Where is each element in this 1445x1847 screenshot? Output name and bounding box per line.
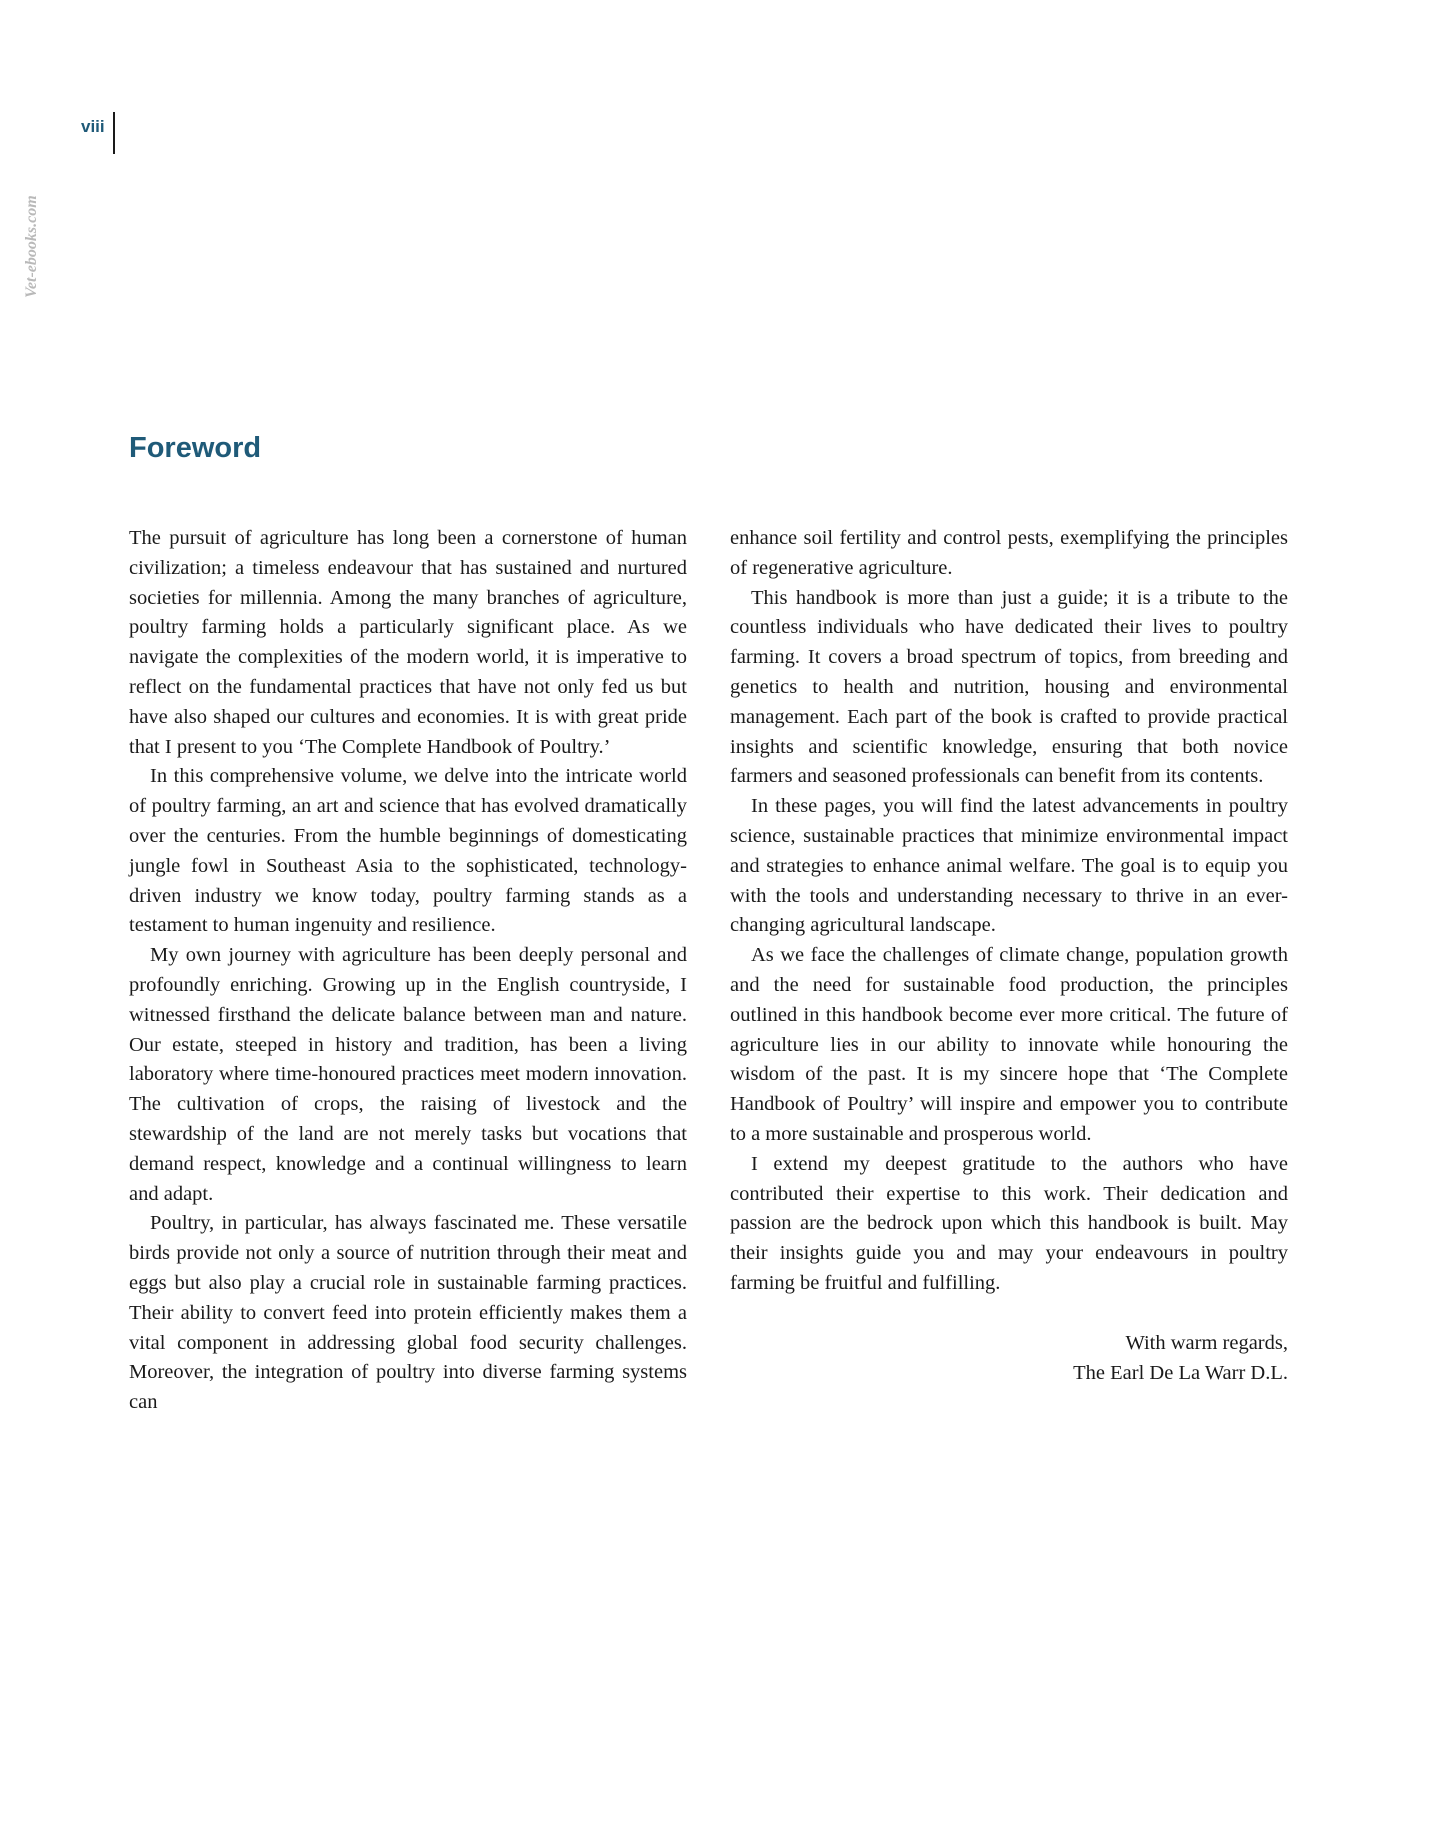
watermark-logo [14,150,48,300]
paragraph: In these pages, you will find the latest advancements in poultry science, sustainable practices that minimize environmental impact and strategies to enhance animal welfare. The goal is to equip you with the tools and understanding necessary to thrive in an ever-changing agricultural landscape. [730,795,1288,937]
paragraph: I extend my deepest gratitude to the authors who have contributed their expertise to this work. Their dedication and passion are the bedrock upon which this handbook is built. May their insights guide you and may your endeavours in poultry farming be fruitful and fulfilling. [730,1152,1288,1294]
signature-name: The Earl De La Warr D.L. [1073,1361,1288,1384]
paragraph: My own journey with agriculture has been deeply personal and profoundly enriching. Growing up in the English countryside, I witnessed firsthand the delicate balance between man and nature. Our estate, steeped in history and tradition, has been a living laboratory where time-honoured practices meet modern innovation. The cultivation of crops, the raising of livestock and the stewardship of the land are not merely tasks but vocations that demand respect, knowledge and a continual willingness to learn and adapt. [129,944,687,1205]
page-number: viii [81,117,105,136]
page-number-rule [113,112,115,154]
signature-closing: With warm regards, [1125,1331,1288,1354]
paragraph: In this comprehensive volume, we delve into the intricate world of poultry farming, an art and science that has evolved dramatically over the centuries. From the humble beginnings of domesticating jungle fowl in Southeast Asia to the sophisticated, technology-driven industry we know today, poultry farming stands as a testament to human ingenuity and resilience. [129,765,687,937]
paragraph: enhance soil fertility and control pests, exemplifying the principles of regenerative agriculture. [730,527,1288,579]
page-title: Foreword [129,432,262,464]
paragraph: The pursuit of agriculture has long been a cornerstone of human civilization; a timeless endeavour that has sustained and nurtured societies for millennia. Among the many branches of agriculture, poultry farming holds a particularly significant place. As we navigate the complexities of the modern world, it is imperative to reflect on the fundamental practices that have not only fed us but have also shaped our cultures and economies. It is with great pride that I present to you ‘The Complete Handbook of Poultry.’ [129,527,687,758]
right-column [730,524,1288,1388]
paragraph: As we face the challenges of climate change, population growth and the need for sustainable food production, the principles outlined in this handbook become ever more critical. The future of agriculture lies in our ability to innovate while honouring the wisdom of the past. It is my sincere hope that ‘The Complete Handbook of Poultry’ will inspire and empower you to contribute to a more sustainable and prosperous world. [730,944,1288,1145]
watermark-text: Vet-ebooks.com [23,195,40,298]
paragraph: Poultry, in particular, has always fascinated me. These versatile birds provide not only a source of nutrition through their meat and eggs but also play a crucial role in sustainable farming practices. Their ability to convert feed into protein efficiently makes them a vital component in addressing global food security challenges. Moreover, the integration of poultry into diverse farming systems can [129,1212,687,1414]
signature-block [730,1329,1288,1389]
left-column [129,524,687,1418]
watermark-icon [14,150,48,300]
paragraph: This handbook is more than just a guide; it is a tribute to the countless individuals who have dedicated their lives to poultry farming. It covers a broad spectrum of topics, from breeding and genetics to health and nutrition, housing and environmental management. Each part of the book is crafted to provide practical insights and scientific knowledge, ensuring that both novice farmers and seasoned professionals can benefit from its contents. [730,586,1288,788]
